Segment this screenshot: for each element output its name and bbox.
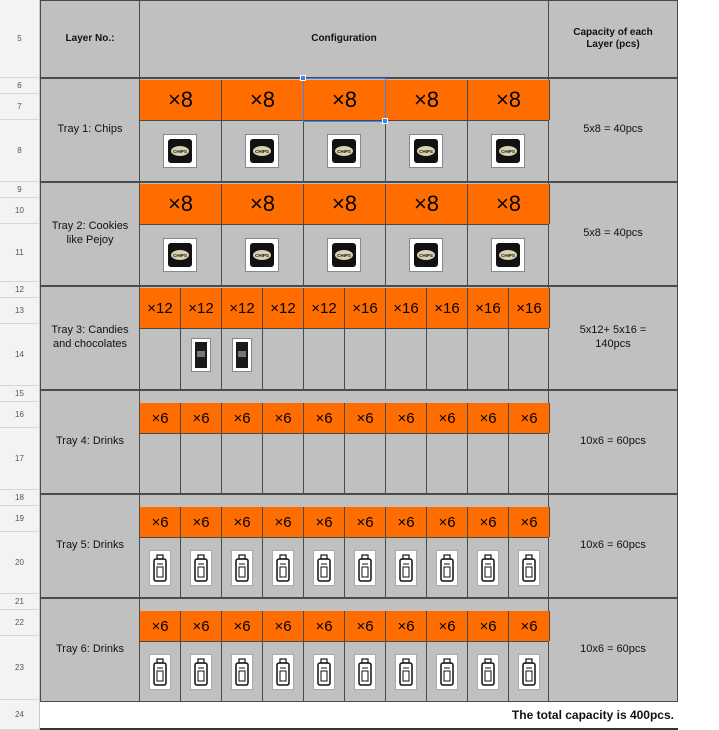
header-capacity[interactable]: Capacity of each Layer (pcs) [548, 0, 678, 78]
grid-line [385, 433, 386, 494]
count-label[interactable]: ×12 [221, 288, 263, 328]
drink-can-icon [480, 657, 496, 687]
row-number[interactable]: 16 [0, 402, 40, 428]
grid-line [508, 433, 509, 494]
drink-can-image [354, 550, 376, 586]
chips-bag-icon [413, 242, 439, 268]
total-capacity-cell[interactable]: The total capacity is 400pcs. [40, 702, 678, 730]
candy-bar-image [191, 338, 211, 372]
grid-line [221, 641, 222, 702]
grid-line [262, 433, 263, 494]
svg-text:CHIPS: CHIPS [419, 253, 433, 258]
row-number[interactable]: 12 [0, 282, 40, 298]
drink-can-icon [316, 657, 332, 687]
count-label[interactable]: ×16 [426, 288, 468, 328]
candy-bar-image [232, 338, 252, 372]
selection-border [385, 78, 386, 121]
grid-line [303, 120, 304, 182]
drink-can-image [518, 550, 540, 586]
svg-text:CHIPS: CHIPS [337, 149, 351, 154]
chips-bag-icon [331, 138, 357, 164]
chips-bag-image [491, 134, 525, 168]
drink-can-image [436, 654, 458, 690]
chips-bag-image [409, 238, 443, 272]
count-label[interactable]: ×12 [262, 288, 304, 328]
grid-line [426, 641, 427, 702]
grid-line [303, 224, 304, 286]
count-label[interactable]: ×16 [467, 288, 509, 328]
tray-name-cell[interactable]: Tray 2: Cookies like Pejoy [40, 182, 140, 286]
row-number[interactable]: 6 [0, 78, 40, 94]
count-label[interactable]: ×6 [467, 403, 509, 433]
grid-line [467, 641, 468, 702]
count-label[interactable]: ×6 [508, 507, 550, 537]
selection-handle[interactable] [300, 75, 306, 81]
drink-can-image [477, 550, 499, 586]
grid-line [426, 537, 427, 598]
tray-name-cell[interactable]: Tray 1: Chips [40, 78, 140, 182]
drink-can-image [477, 654, 499, 690]
chips-bag-icon [167, 138, 193, 164]
count-label[interactable]: ×16 [385, 288, 427, 328]
row-number[interactable]: 17 [0, 428, 40, 490]
count-label[interactable]: ×6 [180, 507, 222, 537]
chips-bag-icon [413, 138, 439, 164]
grid-line [221, 433, 222, 494]
grid-line [508, 641, 509, 702]
grid-line [221, 328, 222, 390]
count-label[interactable]: ×12 [139, 288, 181, 328]
count-label[interactable]: ×6 [467, 611, 509, 641]
row-number[interactable]: 20 [0, 532, 40, 594]
count-label[interactable]: ×6 [508, 403, 550, 433]
grid-line [467, 224, 468, 286]
count-label[interactable]: ×6 [426, 507, 468, 537]
chips-bag-image [245, 134, 279, 168]
grid-line [385, 120, 386, 182]
count-label[interactable]: ×8 [221, 184, 304, 224]
selection-border [303, 78, 385, 79]
drink-can-image [149, 550, 171, 586]
chips-bag-image [163, 238, 197, 272]
drink-can-icon [480, 553, 496, 583]
drink-can-icon [357, 553, 373, 583]
count-label[interactable]: ×8 [385, 184, 468, 224]
drink-can-image [149, 654, 171, 690]
tray-capacity-cell[interactable]: 10x6 = 60pcs [548, 494, 678, 598]
selection-border [303, 121, 385, 122]
count-label[interactable]: ×6 [303, 403, 345, 433]
drink-can-image [313, 550, 335, 586]
svg-text:CHIPS: CHIPS [419, 149, 433, 154]
drink-can-icon [398, 553, 414, 583]
count-label[interactable]: ×6 [139, 507, 181, 537]
count-label[interactable]: ×8 [467, 80, 550, 120]
grid-line [385, 641, 386, 702]
svg-text:CHIPS: CHIPS [501, 253, 515, 258]
grid-line [467, 433, 468, 494]
grid-line [221, 224, 222, 286]
svg-text:CHIPS: CHIPS [173, 149, 187, 154]
row-number[interactable]: 9 [0, 182, 40, 198]
grid-line [139, 224, 549, 225]
tray-capacity-cell[interactable]: 5x8 = 40pcs [548, 182, 678, 286]
selection-border [303, 78, 304, 121]
drink-can-icon [275, 553, 291, 583]
svg-text:CHIPS: CHIPS [255, 149, 269, 154]
grid-line [139, 537, 549, 538]
grid-line [221, 537, 222, 598]
drink-can-icon [316, 553, 332, 583]
drink-can-image [190, 654, 212, 690]
drink-can-icon [193, 553, 209, 583]
row-number[interactable]: 23 [0, 636, 40, 700]
count-label[interactable]: ×6 [262, 403, 304, 433]
row-number[interactable]: 21 [0, 594, 40, 610]
grid-line [344, 433, 345, 494]
count-label[interactable]: ×6 [180, 403, 222, 433]
count-label[interactable]: ×6 [221, 611, 263, 641]
chips-bag-image [327, 238, 361, 272]
count-label[interactable]: ×6 [221, 507, 263, 537]
svg-text:CHIPS: CHIPS [501, 149, 515, 154]
drink-can-icon [234, 657, 250, 687]
chips-bag-icon [331, 242, 357, 268]
count-label[interactable]: ×6 [467, 507, 509, 537]
count-label[interactable]: ×6 [303, 611, 345, 641]
count-label[interactable]: ×6 [344, 403, 386, 433]
svg-text:CHIPS: CHIPS [255, 253, 269, 258]
row-number[interactable]: 15 [0, 386, 40, 402]
row-number[interactable]: 22 [0, 610, 40, 636]
drink-can-icon [357, 657, 373, 687]
chips-bag-image [163, 134, 197, 168]
drink-can-icon [521, 657, 537, 687]
count-label[interactable]: ×8 [303, 184, 386, 224]
drink-can-image [518, 654, 540, 690]
tray-name-cell[interactable]: Tray 4: Drinks [40, 390, 140, 494]
tray-name-cell[interactable]: Tray 3: Candies and chocolates [40, 286, 140, 390]
drink-can-image [436, 550, 458, 586]
chips-bag-icon [495, 138, 521, 164]
chips-bag-image [409, 134, 443, 168]
count-label[interactable]: ×8 [303, 80, 386, 120]
grid-line [139, 328, 549, 329]
tray-capacity-cell[interactable]: 5x12+ 5x16 = 140pcs [548, 286, 678, 390]
grid-line [385, 224, 386, 286]
grid-line [303, 328, 304, 390]
grid-line [467, 328, 468, 390]
count-label[interactable]: ×6 [426, 611, 468, 641]
row-number[interactable]: 10 [0, 198, 40, 224]
candy-bar-icon [194, 341, 208, 369]
drink-can-image [395, 654, 417, 690]
drink-can-image [231, 550, 253, 586]
count-label[interactable]: ×6 [262, 611, 304, 641]
grid-line [303, 433, 304, 494]
drink-can-image [272, 654, 294, 690]
drink-can-icon [234, 553, 250, 583]
tray-capacity-cell[interactable]: 5x8 = 40pcs [548, 78, 678, 182]
chips-bag-icon [249, 242, 275, 268]
drink-can-icon [398, 657, 414, 687]
grid-line [344, 537, 345, 598]
drink-can-icon [152, 657, 168, 687]
count-label[interactable]: ×6 [385, 507, 427, 537]
drink-can-image [231, 654, 253, 690]
tray-capacity-cell[interactable]: 10x6 = 60pcs [548, 390, 678, 494]
count-label[interactable]: ×6 [221, 403, 263, 433]
drink-can-image [354, 654, 376, 690]
grid-line [344, 641, 345, 702]
grid-line [508, 328, 509, 390]
grid-line [180, 537, 181, 598]
count-label[interactable]: ×6 [344, 611, 386, 641]
grid-line [426, 433, 427, 494]
count-label[interactable]: ×8 [139, 80, 222, 120]
grid-line [180, 328, 181, 390]
tray-name-cell[interactable]: Tray 6: Drinks [40, 598, 140, 702]
grid-line [508, 537, 509, 598]
drink-can-image [272, 550, 294, 586]
count-label[interactable]: ×8 [139, 184, 222, 224]
tray-capacity-cell[interactable]: 10x6 = 60pcs [548, 598, 678, 702]
drink-can-image [313, 654, 335, 690]
svg-text:CHIPS: CHIPS [337, 253, 351, 258]
header-layer-no[interactable]: Layer No.: [40, 0, 140, 78]
drink-can-icon [439, 657, 455, 687]
grid-line [303, 537, 304, 598]
selection-handle[interactable] [382, 118, 388, 124]
drink-can-icon [275, 657, 291, 687]
chips-bag-icon [495, 242, 521, 268]
drink-can-icon [193, 657, 209, 687]
count-label[interactable]: ×6 [139, 611, 181, 641]
grid-line [262, 641, 263, 702]
count-label[interactable]: ×12 [180, 288, 222, 328]
grid-line [139, 641, 549, 642]
drink-can-image [395, 550, 417, 586]
count-label[interactable]: ×6 [139, 403, 181, 433]
row-number[interactable]: 24 [0, 700, 40, 730]
tray-name-cell[interactable]: Tray 5: Drinks [40, 494, 140, 598]
grid-line [467, 537, 468, 598]
grid-line [385, 537, 386, 598]
count-label[interactable]: ×6 [426, 403, 468, 433]
row-number[interactable]: 8 [0, 120, 40, 182]
drink-can-icon [152, 553, 168, 583]
chips-bag-image [327, 134, 361, 168]
drink-can-icon [521, 553, 537, 583]
row-number[interactable]: 7 [0, 94, 40, 120]
grid-line [467, 120, 468, 182]
chips-bag-icon [249, 138, 275, 164]
row-number[interactable]: 14 [0, 324, 40, 386]
candy-bar-icon [235, 341, 249, 369]
chips-bag-image [245, 238, 279, 272]
grid-line [385, 328, 386, 390]
header-configuration[interactable]: Configuration [139, 0, 549, 78]
svg-text:CHIPS: CHIPS [173, 253, 187, 258]
grid-line [180, 433, 181, 494]
count-label[interactable]: ×8 [221, 80, 304, 120]
row-number[interactable]: 5 [0, 0, 40, 78]
grid-line [303, 641, 304, 702]
count-label[interactable]: ×12 [303, 288, 345, 328]
grid-line [262, 328, 263, 390]
count-label[interactable]: ×6 [385, 403, 427, 433]
count-label[interactable]: ×6 [303, 507, 345, 537]
count-label[interactable]: ×16 [508, 288, 550, 328]
count-label[interactable]: ×6 [508, 611, 550, 641]
count-label[interactable]: ×6 [385, 611, 427, 641]
grid-line [262, 537, 263, 598]
count-label[interactable]: ×8 [385, 80, 468, 120]
drink-can-image [190, 550, 212, 586]
grid-line [139, 433, 549, 434]
grid-line [426, 328, 427, 390]
count-label[interactable]: ×6 [344, 507, 386, 537]
row-number[interactable]: 13 [0, 298, 40, 324]
count-label[interactable]: ×6 [262, 507, 304, 537]
count-label[interactable]: ×6 [180, 611, 222, 641]
grid-line [344, 328, 345, 390]
count-label[interactable]: ×8 [467, 184, 550, 224]
count-label[interactable]: ×16 [344, 288, 386, 328]
row-number[interactable]: 19 [0, 506, 40, 532]
grid-line [180, 641, 181, 702]
row-number[interactable]: 18 [0, 490, 40, 506]
grid-line [221, 120, 222, 182]
drink-can-icon [439, 553, 455, 583]
row-number[interactable]: 11 [0, 224, 40, 282]
chips-bag-image [491, 238, 525, 272]
chips-bag-icon [167, 242, 193, 268]
